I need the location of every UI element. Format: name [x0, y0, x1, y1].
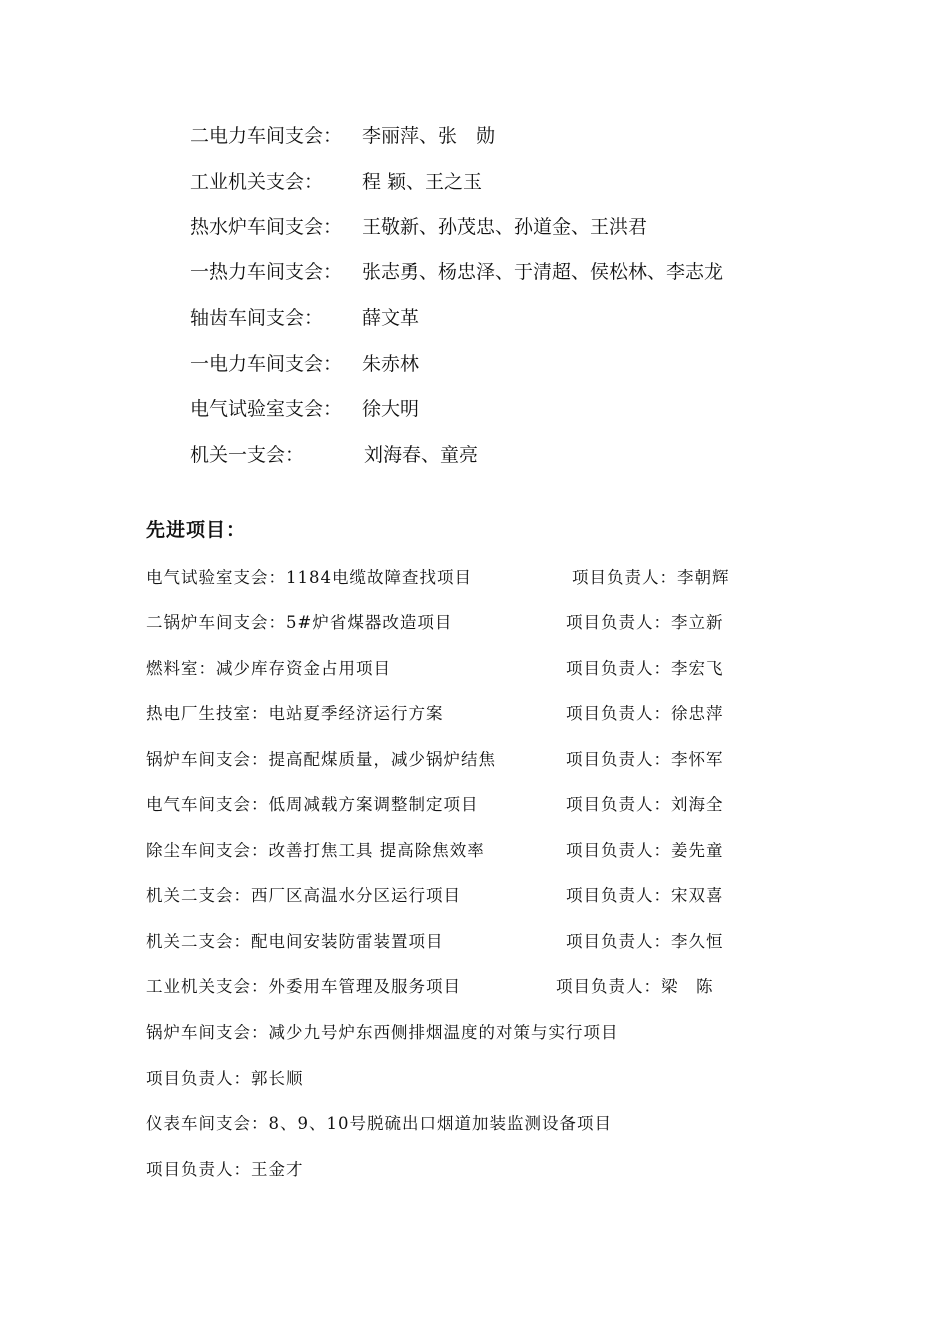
long-project-line: 锅炉车间支会：减少九号炉东西侧排烟温度的对策与实行项目: [146, 1023, 619, 1042]
branch-people: 张志勇、杨忠泽、于清超、侯松林、李志龙: [362, 261, 724, 283]
project-unit: 机关二支会：: [146, 886, 251, 905]
long-project-line: 仪表车间支会：8、9、10号脱硫出口烟道加装监测设备项目: [146, 1114, 612, 1133]
project-row: [146, 836, 724, 866]
leader-name: 宋双喜: [671, 886, 724, 905]
project-row: [146, 881, 724, 911]
project-unit: 电气车间支会：: [146, 795, 269, 814]
leader-label: 项目负责人：: [566, 659, 671, 678]
leader-label: 项目负责人：: [566, 795, 671, 814]
project-unit: 锅炉车间支会：: [146, 750, 269, 769]
long-project-leader: 项目负责人：郭长顺: [146, 1069, 304, 1088]
project-title: 西厂区高温水分区运行项目: [251, 886, 461, 905]
project-title: 减少库存资金占用项目: [216, 659, 391, 678]
branch-people: 徐大明: [362, 398, 420, 420]
project-title: 配电间安装防雷装置项目: [251, 932, 444, 951]
project-row: [146, 972, 714, 1002]
project-title: 低周减载方案调整制定项目: [268, 795, 479, 814]
project-unit: 热电厂生技室：: [146, 704, 269, 723]
branch-unit: 机关一支会：: [190, 444, 305, 466]
branch-people: 朱赤林: [362, 353, 420, 375]
branch-people: 李丽萍、张 勋: [362, 125, 496, 147]
leader-name: 李怀军: [671, 750, 724, 769]
leader-name: 李久恒: [671, 932, 724, 951]
project-leader: [556, 972, 714, 1002]
long-project-leader: 项目负责人：王金才: [146, 1160, 304, 1179]
leader-name: 梁 陈: [661, 977, 714, 996]
project-unit: 工业机关支会：: [146, 977, 269, 996]
leader-label: 项目负责人：: [566, 841, 671, 860]
project-row: [146, 927, 724, 957]
branch-people: 程 颖、王之玉: [362, 171, 483, 193]
section-heading: 先进项目：: [146, 519, 247, 541]
project-leader: [566, 881, 724, 911]
branch-unit: 轴齿车间支会：: [190, 307, 324, 329]
branch-people: 刘海春、童亮: [364, 444, 479, 466]
project-unit: 二锅炉车间支会：: [146, 613, 286, 632]
project-leader: [566, 836, 724, 866]
branch-unit: 一电力车间支会：: [190, 353, 343, 375]
project-unit: 燃料室：: [146, 659, 216, 678]
project-row: [146, 790, 724, 820]
project-row: [146, 654, 724, 684]
leader-name: 姜先童: [671, 841, 724, 860]
leader-name: 李朝辉: [677, 568, 730, 587]
branch-unit: 电气试验室支会：: [190, 398, 343, 420]
project-unit: 机关二支会：: [146, 932, 251, 951]
leader-label: 项目负责人：: [556, 977, 661, 996]
leader-label: 项目负责人：: [566, 704, 671, 723]
leader-label: 项目负责人：: [566, 932, 671, 951]
branch-people: 薛文革: [362, 307, 420, 329]
branch-unit: 热水炉车间支会：: [190, 216, 343, 238]
leader-name: 徐忠萍: [671, 704, 724, 723]
project-leader: [566, 927, 724, 957]
leader-label: 项目负责人：: [566, 750, 671, 769]
project-leader: [566, 699, 724, 729]
branch-unit: 一热力车间支会：: [190, 261, 343, 283]
branch-people: 王敬新、孙茂忠、孙道金、王洪君: [362, 216, 648, 238]
project-title: 改善打焦工具 提高除焦效率: [268, 841, 485, 860]
project-title: 电站夏季经济运行方案: [268, 704, 444, 723]
leader-label: 项目负责人：: [572, 568, 677, 587]
leader-name: 李立新: [671, 613, 724, 632]
leader-label: 项目负责人：: [566, 886, 671, 905]
project-title: 5#炉省煤器改造项目: [286, 613, 453, 632]
branch-unit: 二电力车间支会：: [190, 125, 343, 147]
project-leader: [566, 654, 724, 684]
project-row: [146, 699, 724, 729]
project-leader: [566, 790, 724, 820]
project-leader: [566, 608, 724, 638]
branch-unit: 工业机关支会：: [190, 171, 324, 193]
project-title: 提高配煤质量，减少锅炉结焦: [268, 750, 496, 769]
project-unit: 电气试验室支会：: [146, 568, 286, 587]
project-row: [146, 563, 730, 593]
project-leader: [572, 563, 730, 593]
leader-name: 李宏飞: [671, 659, 724, 678]
project-row: [146, 745, 724, 775]
leader-name: 刘海全: [671, 795, 724, 814]
project-title: 外委用车管理及服务项目: [268, 977, 461, 996]
project-row: [146, 608, 724, 638]
leader-label: 项目负责人：: [566, 613, 671, 632]
project-leader: [566, 745, 724, 775]
project-unit: 除尘车间支会：: [146, 841, 269, 860]
project-title: 1184电缆故障查找项目: [286, 568, 472, 587]
